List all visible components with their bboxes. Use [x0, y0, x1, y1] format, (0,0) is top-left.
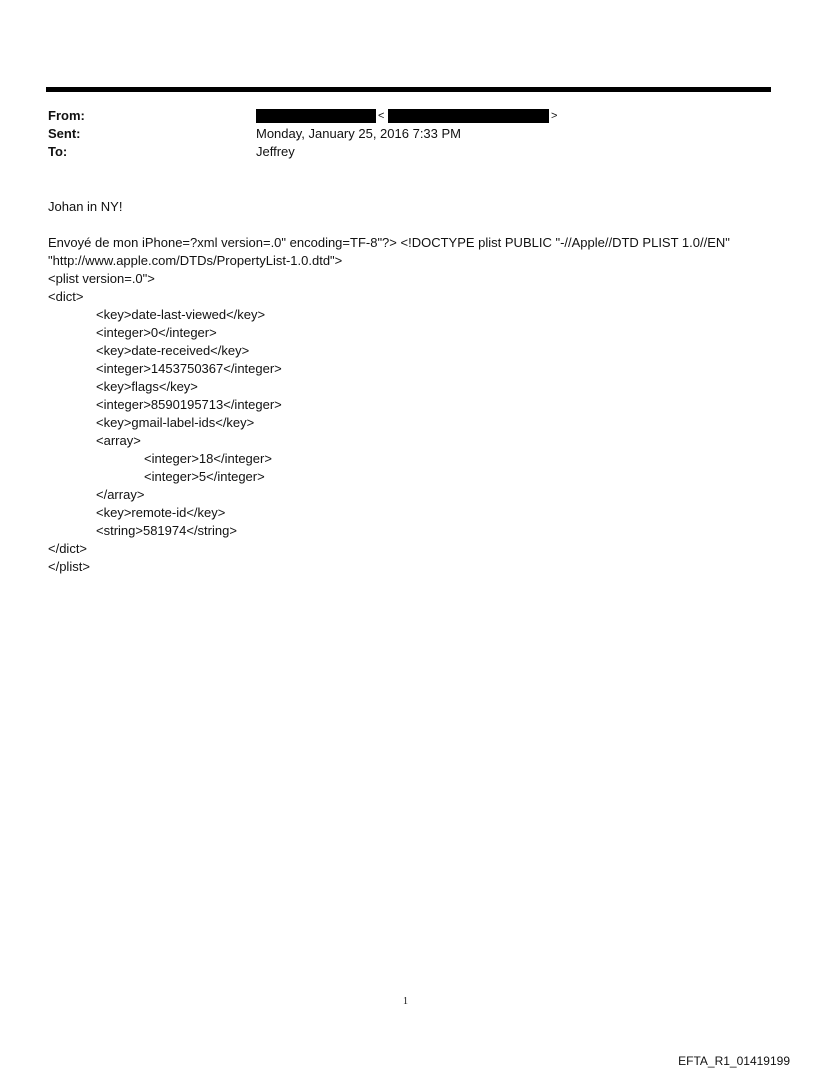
- code-line: </array>: [96, 487, 145, 502]
- redacted-sender-email: [388, 109, 549, 123]
- header-rule: [46, 87, 771, 92]
- code-line: </plist>: [48, 559, 90, 574]
- document-id: EFTA_R1_01419199: [678, 1054, 790, 1068]
- page-number: 1: [403, 996, 408, 1007]
- redacted-sender-name: [256, 109, 376, 123]
- code-line: <array>: [96, 433, 141, 448]
- code-line: <integer>18</integer>: [144, 451, 272, 466]
- sent-label: Sent:: [48, 126, 81, 141]
- to-label: To:: [48, 144, 68, 159]
- greeting-line: Johan in NY!: [48, 199, 123, 214]
- from-label: From:: [48, 108, 85, 123]
- code-line: <key>gmail-label-ids</key>: [96, 415, 255, 430]
- code-line: <key>date-last-viewed</key>: [96, 307, 266, 322]
- code-line: <integer>5</integer>: [144, 469, 265, 484]
- code-line: <integer>1453750367</integer>: [96, 361, 282, 376]
- code-line: <key>flags</key>: [96, 379, 198, 394]
- code-line: </dict>: [48, 541, 88, 556]
- code-line: <string>581974</string>: [96, 523, 237, 538]
- code-line: <plist version=.0">: [48, 271, 155, 286]
- from-angle-open: <: [378, 110, 385, 122]
- body-line-2: "http://www.apple.com/DTDs/PropertyList-1.0.dtd">: [48, 253, 343, 268]
- code-line: <key>remote-id</key>: [96, 505, 226, 520]
- body-line-1: Envoyé de mon iPhone=?xml version=.0" encoding=TF-8"?> <!DOCTYPE plist PUBLIC "-//Apple//DTD PLIST 1.0//EN": [48, 235, 730, 250]
- code-line: <integer>8590195713</integer>: [96, 397, 282, 412]
- sent-value: Monday, January 25, 2016 7:33 PM: [256, 126, 461, 141]
- from-angle-close: >: [551, 110, 558, 122]
- code-line: <integer>0</integer>: [96, 325, 217, 340]
- to-value: Jeffrey: [256, 144, 295, 159]
- code-line: <dict>: [48, 289, 84, 304]
- code-line: <key>date-received</key>: [96, 343, 250, 358]
